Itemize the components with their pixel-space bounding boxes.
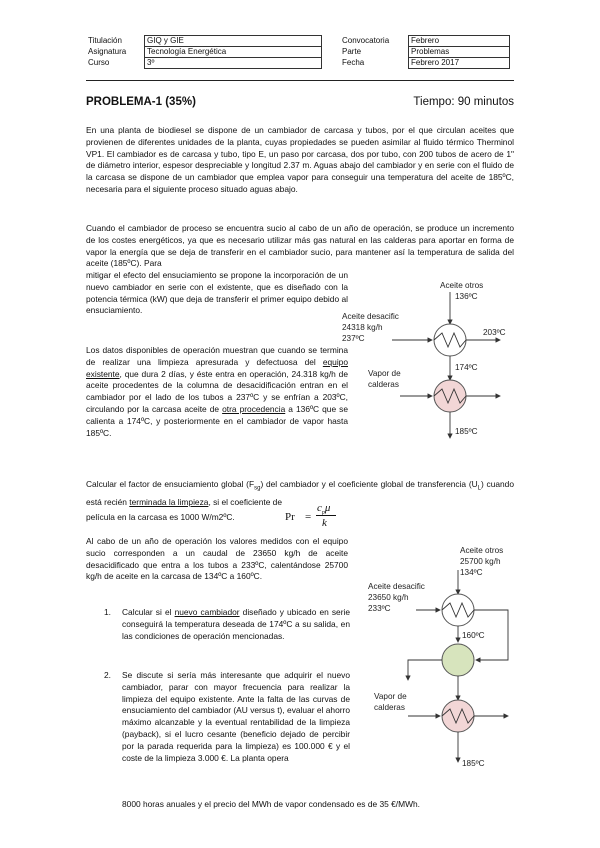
fecha-label: Fecha [342,58,365,67]
parte-value: Problemas [409,47,510,58]
d2-t-in-shell: 134ºC [460,568,483,577]
d2-calderas: calderas [374,703,405,712]
d2-flow-shell: 25700 kg/h [460,557,501,566]
q2-text: Se discute si sería más interesante que adquirir el nuevo cambiador, parar con mayor frecuencia para realizar la limpieza del equipo existente. Ante la falta de las curvas de ensuciamiento del cambiador (AU versus t), evaluar el ahorro máximo alcanzable y la eventual rentabilidad de la limpieza (payback), si el lucro cesante (beneficio dejado de percibir por la parada requerida para la limpieza) es 100.000 € y el coste de la limpieza 3.000 €. La planta opera [122,670,350,763]
d2-t-in-tube: 233ºC [368,604,391,613]
dirty-operation-paragraph: Al cabo de un año de operación los valores medidos con el equipo sucio corresponden a un caudal de 23650 kg/h de aceite desacidificado que entra a los tubos a 233ºC, calentándose 25700 kg/h de aceite en la carcasa de 134ºC a 160ºC. [86,536,348,582]
asignatura-label: Asignatura [88,47,127,56]
curso-value: 3º [145,58,322,69]
q1-text: Calcular si el nuevo cambiador diseñado y ubicado en serie conseguirá la temperatura deseada de 174ºC a su salida, en las condiciones de operación mencionadas. [122,607,351,641]
fouling-paragraph-cont: mitigar el efecto del ensuciamiento se propone la incorporación de un nuevo cambiador en serie con el existente, que es diseñado con la potencia térmica (kW) que deja de transferir el primer equipo debido al ensuciamiento. [86,270,348,316]
problem-time: Tiempo: 90 minutos [413,96,514,108]
d1-t-mid: 174ºC [455,363,478,372]
d1-exchanger-steam [434,380,466,412]
fecha-value: Febrero 2017 [409,58,510,69]
shell-film-coefficient: película en la carcasa es 1000 W/m2ºC. [86,512,235,522]
convocatoria-value: Febrero [409,36,510,47]
d1-flow: 24318 kg/h [342,323,383,332]
convocatoria-label: Convocatoria [342,36,390,45]
d1-t-in-shell: 136ºC [455,292,478,301]
fouling-paragraph: Cuando el cambiador de proceso se encuentra sucio al cabo de un año de operación, se produce un incremento de los costes energéticos, ya que es necesario utilizar más gas natural en las calderas para aportar en forma de vapor la energía que se deja de transferir en el cambiador sucio, para mantener así la temperatura de salida del aceite (185ºC). Para [86,223,514,269]
q2-last-line: 8000 horas anuales y el precio del MWh de vapor condensado es de 35 €/MWh. [122,799,420,809]
d2-t-mid: 160ºC [462,631,485,640]
header-table-right [340,35,510,69]
header-divider [86,80,514,81]
d1-t-in-tube: 237ºC [342,334,365,343]
d2-aceite-otros: Aceite otros [460,546,504,555]
d1-t-out-tube: 203ºC [483,328,506,337]
d1-aceite-otros: Aceite otros [440,281,484,290]
intro-paragraph: En una planta de biodiesel se dispone de un cambiador de carcasa y tubos, por el que circulan aceites que provienen de diferentes unidades de la planta, cuyas propiedades se pueden asimilar al fluido térmico Therminol VP1. El cambiador es de carcasa y tubo, tipo E, un paso por carcasa, dos por tubo, con 200 tubos de acero de 1" de diámetro interior, espesor despreciable y longitud 2.37 m. Aguas abajo del cambiador y en serie con el fluido de la carcasa se dispone de un cambiador que emplea vapor para conseguir una temperatura del aceite de 185ºC, necesaria para el siguiente proceso situado aguas abajo. [86,125,514,194]
d2-exchanger-existing [442,594,474,626]
question-intro: Calcular el factor de ensuciamiento global $(F_{sg})$ del cambiador y el coeficiente global de transferencia $(U_L)$ cuando está recién terminada la limpieza, si el coeficiente de [86,479,514,507]
d1-aceite-desacific: Aceite desacific [342,312,399,321]
d1-calderas: calderas [368,380,399,389]
operation-data-paragraph: Los datos disponibles de operación muestran que cuando se termina de realizar una limpieza apresurada y defectuosa del equipo existente, que dura 2 días, y éste entra en operación, 24.318 kg/h de aceite procedentes de la columna de desacidificación entran en el cambiador por el lado de los tubos a 237ºC y se enfrían a 203ºC, circulando por la carcasa aceite de otra procedencia a 136ºC que se calienta a 174ºC, y posteriormente en el cambiador de vapor hasta 185ºC. [86,345,349,438]
d2-t-out: 185ºC [462,759,485,768]
q2-number: 2. [104,670,111,680]
header-table-left [86,35,322,69]
d2-exchanger-steam [442,700,474,732]
titulacion-label: Titulación [88,36,122,45]
parte-label: Parte [342,47,362,56]
problem-title: PROBLEMA-1 (35%) [86,96,196,108]
curso-label: Curso [88,58,110,67]
asignatura-value: Tecnología Energética [145,47,322,58]
diagram-dirty-exchanger [360,540,520,775]
d2-vapor: Vapor de [374,692,407,701]
diagram-clean-exchanger [340,278,520,448]
d1-vapor: Vapor de [368,369,401,378]
q1-number: 1. [104,607,111,617]
d1-exchanger-existing [434,324,466,356]
d2-aceite-desacific: Aceite desacific [368,582,425,591]
d2-flow-tube: 23650 kg/h [368,593,409,602]
d1-t-out: 185ºC [455,427,478,436]
d2-exchanger-new [442,644,474,676]
titulacion-value: GIQ y GIE [145,36,322,47]
